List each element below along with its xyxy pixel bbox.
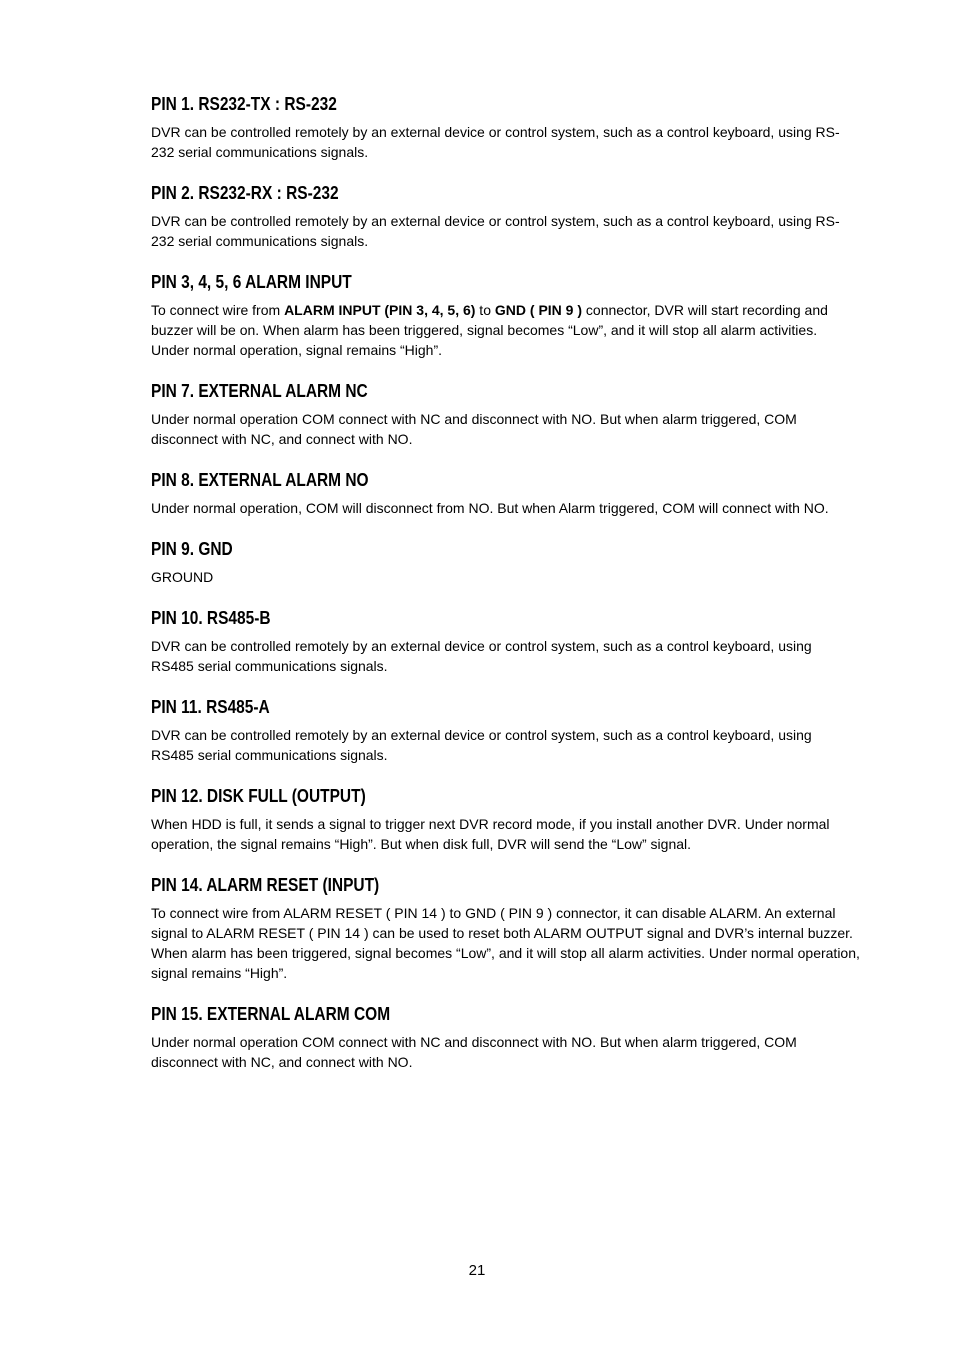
section-text bbox=[151, 567, 841, 587]
section-text bbox=[151, 814, 841, 854]
text-line: signal to ALARM RESET ( PIN 14 ) can be used to reset both ALARM OUTPUT signal and DVR’s internal buzzer. bbox=[151, 925, 853, 941]
text-line: operation, the signal remains “High”. But when disk full, DVR will send the “Low” signal. bbox=[151, 836, 692, 852]
section-pin-9 bbox=[151, 538, 841, 587]
section-heading: PIN 12. DISK FULL (OUTPUT) bbox=[151, 786, 366, 806]
text-line: When alarm has been triggered, signal becomes “Low”, and it will stop all alarm activities. Under normal operation, bbox=[151, 945, 860, 961]
text-line: When HDD is full, it sends a signal to trigger next DVR record mode, if you install another DVR. Under normal bbox=[151, 816, 830, 832]
text-line: disconnect with NC, and connect with NO. bbox=[151, 1054, 413, 1070]
text-line bbox=[151, 302, 828, 318]
section-text bbox=[151, 409, 841, 449]
page-number: 21 bbox=[468, 1262, 486, 1279]
section-text bbox=[151, 122, 841, 162]
section-pin-8 bbox=[151, 469, 841, 518]
section-pin-1 bbox=[151, 93, 841, 162]
text-line: disconnect with NC, and connect with NO. bbox=[151, 431, 413, 447]
section-text bbox=[151, 300, 841, 360]
text-run: to bbox=[475, 302, 495, 318]
bold-run: ALARM INPUT (PIN 3, 4, 5, 6) bbox=[284, 302, 476, 318]
section-pin-11 bbox=[151, 696, 841, 765]
text-line: Under normal operation, COM will disconnect from NO. But when Alarm triggered, COM will connect with NO. bbox=[151, 500, 829, 516]
section-pin-3-6 bbox=[151, 271, 841, 360]
section-heading: PIN 15. EXTERNAL ALARM COM bbox=[151, 1004, 391, 1024]
section-heading: PIN 11. RS485-A bbox=[151, 697, 270, 717]
text-line: Under normal operation COM connect with NC and disconnect with NO. But when alarm triggered, COM bbox=[151, 1034, 797, 1050]
section-pin-7 bbox=[151, 380, 841, 449]
text-line: Under normal operation, signal remains “High”. bbox=[151, 342, 443, 358]
text-line: To connect wire from ALARM RESET ( PIN 14 ) to GND ( PIN 9 ) connector, it can disable ALARM. An external bbox=[151, 905, 836, 921]
section-heading: PIN 10. RS485-B bbox=[151, 608, 271, 628]
text-line: 232 serial communications signals. bbox=[151, 144, 369, 160]
section-text bbox=[151, 1032, 841, 1072]
section-text bbox=[151, 725, 841, 765]
text-line: DVR can be controlled remotely by an external device or control system, such as a control keyboard, using bbox=[151, 727, 812, 743]
text-line: 232 serial communications signals. bbox=[151, 233, 369, 249]
section-heading: PIN 3, 4, 5, 6 ALARM INPUT bbox=[151, 272, 352, 292]
section-heading: PIN 9. GND bbox=[151, 539, 233, 559]
section-heading: PIN 14. ALARM RESET (INPUT) bbox=[151, 875, 380, 895]
section-text bbox=[151, 498, 841, 518]
text-line: buzzer will be on. When alarm has been triggered, signal becomes “Low”, and it will stop all alarm activities. bbox=[151, 322, 818, 338]
text-line: GROUND bbox=[151, 569, 214, 585]
text-line: Under normal operation COM connect with NC and disconnect with NO. But when alarm triggered, COM bbox=[151, 411, 797, 427]
section-pin-14 bbox=[151, 874, 860, 983]
section-heading: PIN 7. EXTERNAL ALARM NC bbox=[151, 381, 368, 401]
document-body bbox=[151, 93, 860, 1092]
text-line: RS485 serial communications signals. bbox=[151, 658, 388, 674]
text-line: DVR can be controlled remotely by an external device or control system, such as a control keyboard, using RS- bbox=[151, 124, 840, 140]
section-pin-15 bbox=[151, 1003, 841, 1072]
text-line: DVR can be controlled remotely by an external device or control system, such as a control keyboard, using bbox=[151, 638, 812, 654]
section-pin-10 bbox=[151, 607, 841, 676]
section-text bbox=[151, 903, 860, 983]
text-line: RS485 serial communications signals. bbox=[151, 747, 388, 763]
text-line: DVR can be controlled remotely by an external device or control system, such as a control keyboard, using RS- bbox=[151, 213, 840, 229]
text-line: signal remains “High”. bbox=[151, 965, 288, 981]
section-heading: PIN 2. RS232-RX : RS-232 bbox=[151, 183, 339, 203]
section-text bbox=[151, 211, 841, 251]
section-heading: PIN 1. RS232-TX : RS-232 bbox=[151, 94, 337, 114]
section-pin-12 bbox=[151, 785, 841, 854]
section-text bbox=[151, 636, 841, 676]
section-pin-2 bbox=[151, 182, 841, 251]
section-heading: PIN 8. EXTERNAL ALARM NO bbox=[151, 470, 369, 490]
text-run: To connect wire from bbox=[151, 302, 285, 318]
text-run: connector, DVR will start recording and bbox=[582, 302, 828, 318]
bold-run: GND ( PIN 9 ) bbox=[494, 302, 583, 318]
